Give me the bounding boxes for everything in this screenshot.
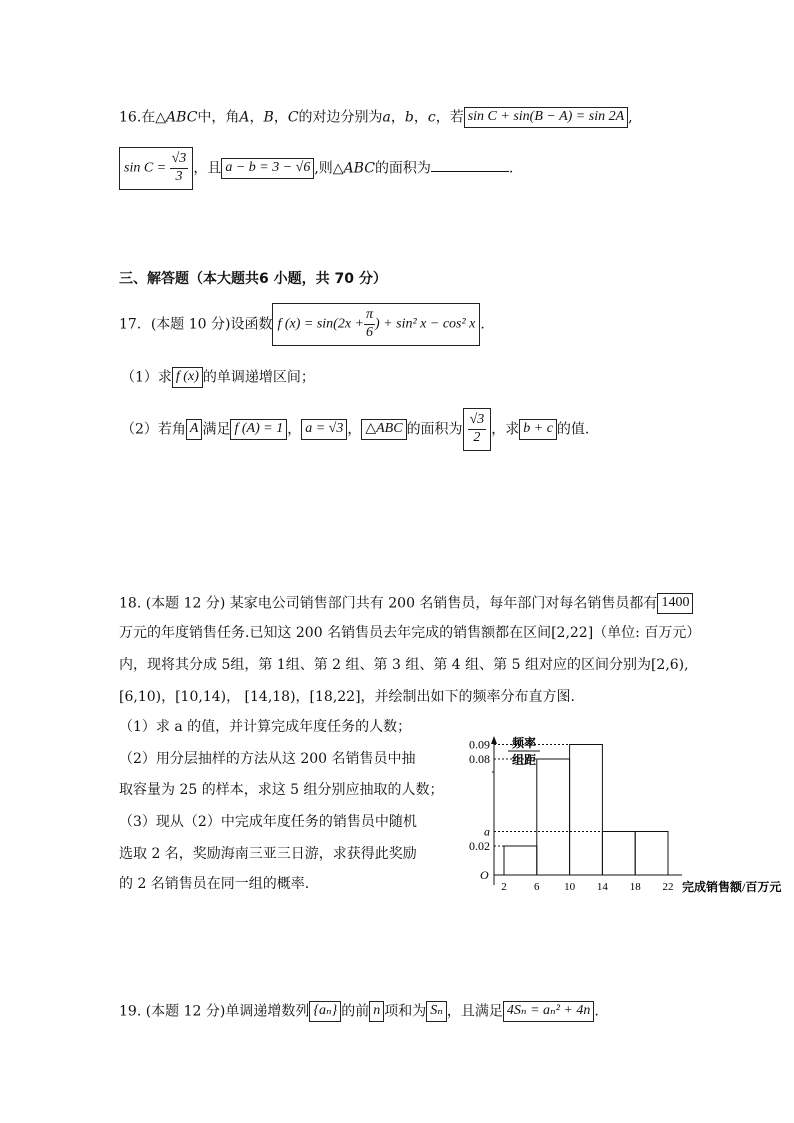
q18-part3a: （3）现从（2）中完成年度任务的销售员中随机	[119, 814, 417, 830]
q16-text4: ，且	[193, 160, 222, 177]
q19-Sn-box: Sₙ	[426, 1001, 447, 1022]
q18-task-box: 1400	[657, 593, 693, 614]
y-tick-label: 0.09	[469, 737, 490, 752]
q16-tail2: .	[508, 160, 514, 177]
q17-func-right: ) + sin² x − cos² x	[375, 316, 476, 332]
histogram-bar	[635, 832, 668, 876]
x-axis-label: 完成销售额/百万元	[682, 880, 782, 894]
q17-p2-bc-box: b + c	[519, 419, 557, 440]
y-axis-arrow	[491, 736, 497, 744]
q17-p2-area-den: 2	[473, 429, 481, 445]
q16-sep2: ，	[273, 109, 288, 126]
histogram-bar	[537, 759, 570, 875]
histogram-bar	[602, 832, 635, 876]
q19-relation-box: 4Sₙ = aₙ² + 4n	[503, 1001, 594, 1022]
q17-p2-angle-box: A	[186, 419, 203, 440]
q18-line2: 万元的年度销售任务.已知这 200 名销售员去年完成的销售额都在区间[2,22]（单位: 百万元）	[119, 625, 701, 641]
q16-text3: ，若	[435, 109, 464, 126]
q17-p2-fA-box: f (A) = 1	[230, 419, 287, 440]
q16-lead: 16.在△	[119, 109, 167, 126]
origin-label: O	[480, 868, 489, 882]
q18-l1-text: 18. (本题 12 分) 某家电公司销售部门共有 200 名销售员，每年部门对每名销售员都有	[119, 595, 658, 612]
y-label-bottom: 组距	[512, 753, 537, 767]
histogram-bar	[570, 745, 603, 876]
q17-p2-t2: ，	[287, 421, 302, 438]
q17-p2-t4: 的面积为	[406, 421, 463, 438]
q16-tail1: ,	[628, 109, 633, 126]
q17-p2-area-num: √3	[468, 412, 487, 430]
q19-t1: 的前	[341, 1003, 370, 1020]
y-tick-label: 0.02	[469, 839, 490, 853]
q17-p2-t5: ，求	[491, 421, 520, 438]
y-label-top: 频率	[512, 736, 537, 750]
q16-sinC-den: 3	[175, 168, 183, 184]
q16-side-c: c	[427, 109, 436, 126]
y-tick-label: 0.08	[469, 752, 490, 766]
section-heading: 三、解答题（本大题共6 小题，共 70 分）	[119, 271, 387, 287]
q17-p1-tail: 的单调递增区间；	[202, 369, 315, 386]
q19-lead: 19. (本题 12 分)单调递增数列	[119, 1003, 310, 1020]
q16-triangle2: ABC	[343, 160, 375, 177]
q17-p2-area-fraction	[468, 412, 487, 447]
q18-part2b: 取容量为 25 的样本，求这 5 组分别应抽取的人数；	[119, 782, 444, 798]
q16-sinC-num: √3	[170, 151, 189, 169]
q18-part1: （1）求 a 的值，并计算完成年度任务的人数；	[119, 719, 412, 735]
q17-func-num: π	[364, 307, 375, 325]
q17-p2-lead: （2）若角	[121, 421, 186, 438]
q17-tail: .	[480, 316, 485, 333]
q17-line1	[119, 303, 485, 346]
q17-func-left: f (x) = sin(2x +	[277, 316, 364, 332]
q17-part1	[121, 367, 315, 388]
q16-sinC-fraction	[170, 151, 189, 186]
q16-condition-box: sin C + sin(B − A) = sin 2A	[464, 107, 628, 128]
q16-sep1: ，	[249, 109, 264, 126]
q19-sequence-box: {aₙ}	[309, 1001, 341, 1022]
q18-line3: 内，现将其分成 5组，第 1组、第 2 组、第 3 组、第 4 组、第 5 组对应的区间分别为[2,6),	[119, 657, 689, 673]
q16-diff-box: a − b = 3 − √6	[221, 158, 314, 179]
q16-text2: 的对边分别为	[298, 109, 383, 126]
q19-t3: ，且满足	[446, 1003, 503, 1020]
q17-p2-t1: 满足	[202, 421, 231, 438]
q16-sinC-box	[119, 147, 193, 190]
q17-part2	[121, 408, 589, 451]
y-tick-label: a	[484, 824, 490, 839]
q18-line1	[119, 593, 693, 614]
q16-text6: 的面积为	[374, 160, 431, 177]
q18-part3b: 选取 2 名，奖励海南三亚三日游，求获得此奖励	[119, 846, 417, 862]
q16-sep4: ，	[413, 109, 428, 126]
q17-p2-area-box	[463, 408, 492, 451]
q16-sinC-left: sin C =	[124, 160, 167, 176]
q17-p2-t6: 的值.	[556, 421, 590, 438]
q16-side-a: a	[382, 109, 391, 126]
q17-function-box	[272, 303, 480, 346]
q16-sep3: ，	[390, 109, 405, 126]
q19-t2: 项和为	[384, 1003, 427, 1020]
q17-func-den: 6	[366, 324, 373, 340]
q17-lead: 17．(本题 10 分)设函数	[119, 316, 273, 333]
q16-angle-b: B	[263, 109, 274, 126]
q16-line2	[119, 147, 513, 190]
q19-line1	[119, 1001, 599, 1022]
x-tick-label: 2	[501, 881, 507, 893]
histogram-bar	[504, 846, 537, 875]
q16-line1	[119, 107, 633, 128]
q19-n-box: n	[369, 1001, 384, 1022]
q17-p2-a-box: a = √3	[301, 419, 347, 440]
q16-text5: ,则△	[314, 160, 344, 177]
x-tick-label: 10	[564, 881, 576, 893]
x-tick-label: 14	[596, 881, 608, 893]
x-tick-label: 6	[534, 881, 540, 893]
x-tick-label: 22	[662, 881, 674, 893]
answer-blank	[431, 159, 509, 172]
q19-tail: .	[594, 1003, 599, 1020]
q17-p1-box: f (x)	[172, 367, 203, 388]
q16-triangle: ABC	[166, 109, 198, 126]
q18-part2a: （2）用分层抽样的方法从这 200 名销售员中抽	[119, 751, 416, 767]
q17-p2-t3: ，	[347, 421, 362, 438]
q16-angle-c: C	[287, 109, 299, 126]
q17-p1-lead: （1）求	[121, 369, 172, 386]
q17-p2-triangle-box: △ABC	[361, 419, 406, 440]
frequency-histogram	[448, 730, 782, 900]
q18-line4: [6,10)，[10,14)， [14,18)，[18,22]，并绘制出如下的频率分布直方图.	[119, 689, 576, 705]
q16-side-b: b	[404, 109, 414, 126]
x-tick-label: 18	[629, 881, 641, 893]
q18-part3c: 的 2 名销售员在同一组的概率.	[119, 876, 310, 892]
q16-text1: 中，角	[197, 109, 240, 126]
q17-func-fraction	[364, 307, 375, 342]
q16-angle-a: A	[239, 109, 250, 126]
